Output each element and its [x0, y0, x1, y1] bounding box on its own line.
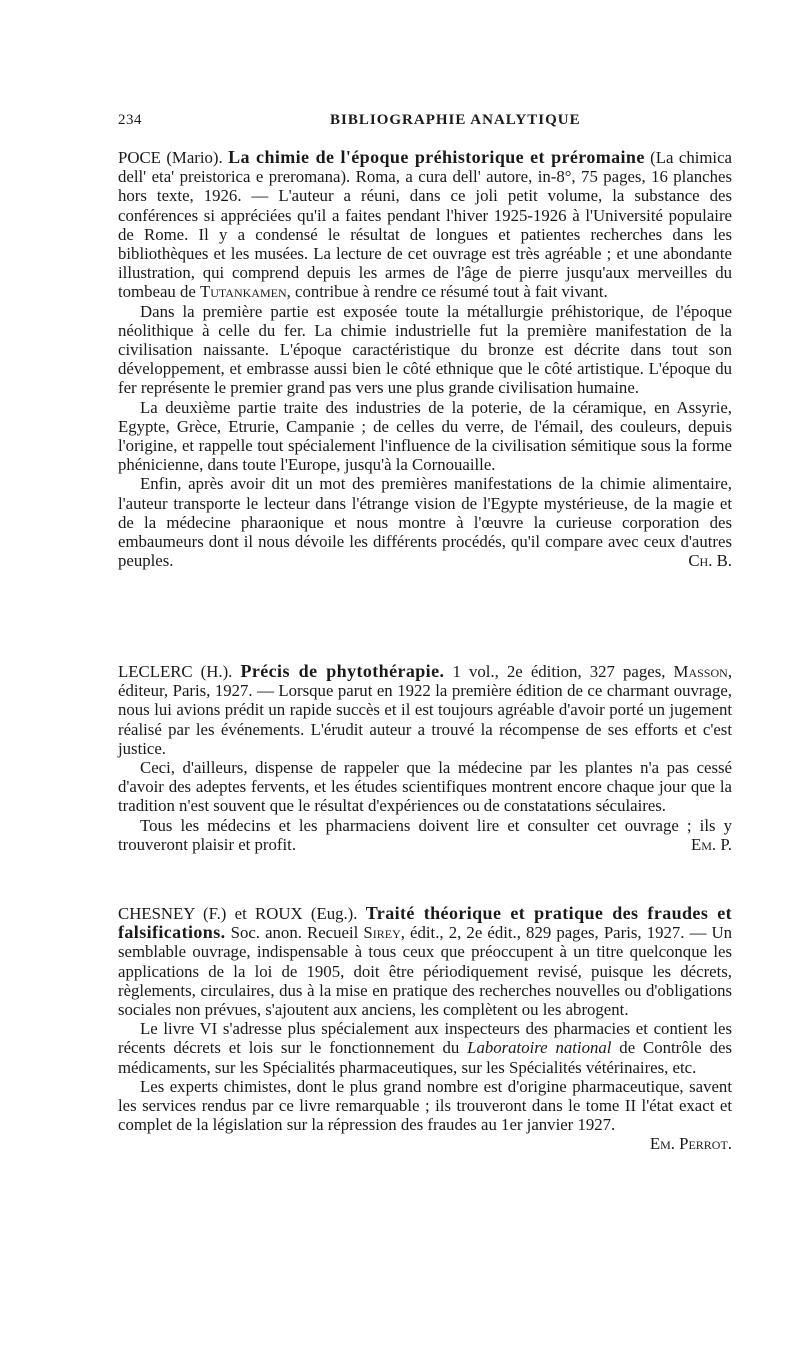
- entry-italic-text: Laboratoire national: [467, 1038, 612, 1058]
- entry-paragraph: [118, 1076, 732, 1154]
- entry-body-smallcaps: Sirey: [363, 923, 401, 943]
- entry-opening-paragraph: [118, 904, 732, 1019]
- entry-body: Soc. anon. Recueil: [225, 923, 364, 943]
- entry-title: La chimie de l'époque préhistorique et préromaine: [228, 147, 645, 167]
- entry-author: LECLERC (H.).: [118, 662, 233, 681]
- entry-opening-paragraph: [118, 148, 732, 302]
- entry-paragraph: La deuxième partie traite des industries de la poterie, de la céramique, en Assyrie, Egypte, Grèce, Etrurie, Campanie ; de celles du verre, de l'émail, des couleurs, depuis l'origine, et rappelle tout spécialement l'influence de la civilisation sémitique sous la forme phénicienne, dans toute l'Europe, jusqu'à la Cornouaille.: [118, 397, 732, 475]
- entry-signature: Ch. B.: [688, 551, 732, 571]
- entry-paragraph-text: Enfin, après avoir dit un mot des premières manifestations de la chimie alimentaire, l'auteur transporte le lecteur dans l'étrange vision de l'Egypte mystérieuse, de la magie et de la médecine pharaonique et nous montre à l'œuvre la curieuse corporation des embaumeurs dont il nous dévoile les différents procédés, qu'il compare avec ceux d'autres peuples.: [118, 474, 732, 571]
- page-header: [118, 112, 732, 136]
- entry-paragraph: [118, 1019, 732, 1077]
- page-number: 234: [118, 112, 142, 128]
- entry-paragraph-text: Le livre VI s'adresse plus spécialement aux inspecteurs des pharmacies et contient les récents décrets et lois sur le fonctionnement du: [118, 1019, 732, 1058]
- entry-body: , contribue à rendre ce résumé tout à fait vivant.: [286, 282, 608, 302]
- entry-signature: Em. P.: [691, 834, 732, 854]
- entry-paragraph: Dans la première partie est exposée toute la métallurgie préhistorique, de l'époque néolithique à celle du fer. La chimie industrielle fut la première manifestation de la civilisation naissante. L'époque caractéristique du bronze est décrite dans tout son développement, et embrasse aussi bien le côté ethnique que le côté artistique. L'époque du fer représente le premier grand pas vers une plus grande civilisation humaine.: [118, 301, 732, 398]
- review-entry-chesney-roux: [118, 904, 732, 1154]
- entry-paragraph-text: de Contrôle des médicaments, sur les Spécialités pharmaceutiques, sur les Spécialités vétérinaires, etc.: [118, 1038, 732, 1077]
- entry-paragraph: [118, 816, 732, 854]
- review-entry-leclerc: [118, 662, 732, 854]
- entry-author: POCE (Mario).: [118, 148, 223, 167]
- entry-paragraph: Ceci, d'ailleurs, dispense de rappeler que la médecine par les plantes n'a pas cessé d'avoir des adeptes fervents, et les études scientifiques montrent encore chaque jour que la tradition n'est souvent que le résultat d'expériences ou de constatations séculaires.: [118, 758, 732, 816]
- entry-body: , édit., 2, 2e édit., 829 pages, Paris, 1927. — Un semblable ouvrage, indispensable à tous ceux que préoccupent à un titre quelconque les applications de la loi de 1905, doit être périodiquement revisé, puisque les décrets, règlements, circulaires, dus à la mise en pratique des recherches nouvelles ou d'obligations sociales non prévues, s'ajoutent aux anciens, les complètent ou les abrogent.: [118, 923, 732, 1020]
- entry-title: Précis de phytothérapie.: [240, 661, 445, 681]
- entry-paragraph-text: Les experts chimistes, dont le plus grand nombre est d'origine pharmaceutique, savent les services rendus par ce livre remarquable ; ils trouveront dans le tome II l'état exact et complet de la législation sur la répression des fraudes au 1er janvier 1927.: [118, 1076, 732, 1135]
- entry-opening-paragraph: [118, 662, 732, 758]
- entry-author: CHESNEY (F.) et ROUX (Eug.).: [118, 904, 358, 923]
- entry-signature: Em. Perrot.: [649, 1134, 732, 1154]
- entry-body-smallcaps: Tutankamen: [200, 282, 287, 302]
- review-entry-poce: [118, 148, 732, 570]
- entry-paragraph: [118, 474, 732, 570]
- entry-body: 1 vol., 2e édition, 327 pages,: [444, 662, 674, 681]
- entry-body: (La chimica dell' eta' preistorica e preromana). Roma, a cura dell' autore, in-8°, 75 pages, 16 planches hors texte, 1926. — L'auteur a réuni, dans ce joli petit volume, la substance des conférences si appréciées qu'il a faites pendant l'hiver 1925-1926 à l'Université populaire de Rome. Il y a condensé le résultat de longues et patientes recherches dans les bibliothèques et les musées. La lecture de cet ouvrage est très agréable ; et une abondante illustration, qui comprend depuis les armes de l'âge de pierre jusqu'aux merveilles du tombeau de: [118, 148, 732, 302]
- entry-body-smallcaps: Masson: [673, 662, 728, 681]
- entry-title: Traité théorique et pratique des fraudes et falsifications.: [118, 903, 732, 943]
- running-title: BIBLIOGRAPHIE ANALYTIQUE: [330, 112, 581, 128]
- entry-body: , éditeur, Paris, 1927. — Lorsque parut en 1922 la première édition de ce charmant ouvrage, nous lui avions prédit un rapide succès et il est toujours agréable d'avoir porté un jugement réalisé par les événements. L'érudit auteur a trouvé la récompense de ses efforts et c'est justice.: [118, 662, 733, 758]
- entry-paragraph-text: Tous les médecins et les pharmaciens doivent lire et consulter cet ouvrage ; ils y trouveront plaisir et profit.: [118, 815, 732, 854]
